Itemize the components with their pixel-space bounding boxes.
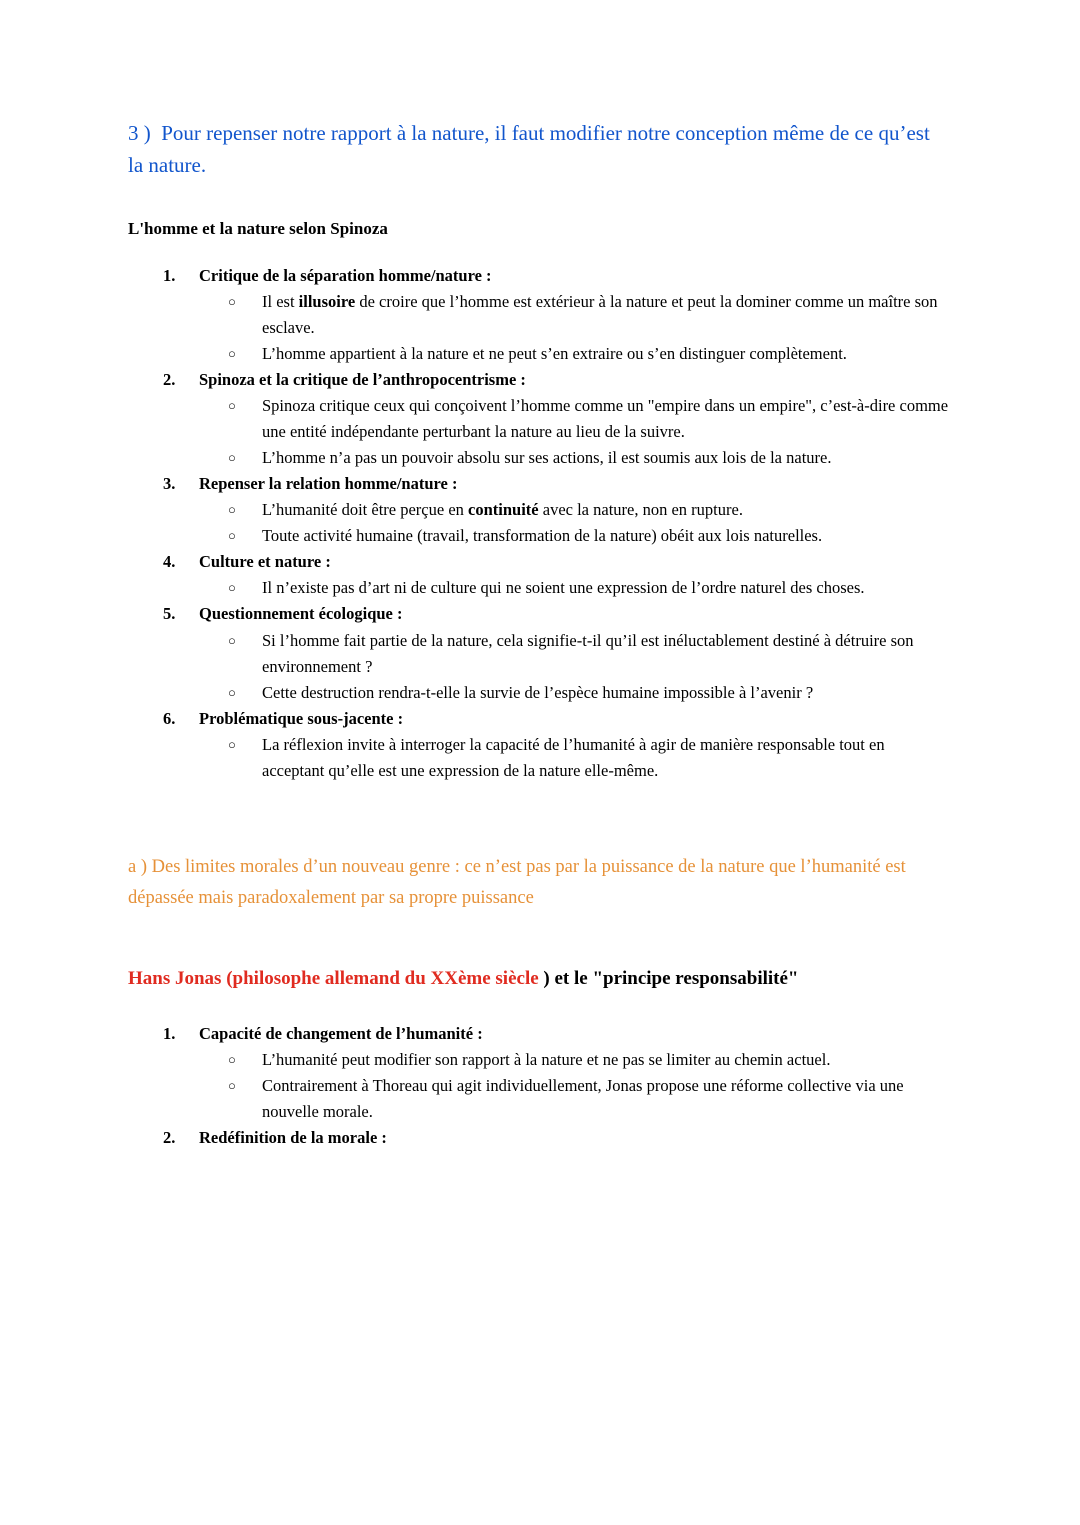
list-item-label: Redéfinition de la morale : xyxy=(199,1128,387,1148)
bullet-text: Toute activité humaine (travail, transformation de la nature) obéit aux lois naturelles. xyxy=(262,526,823,546)
bullet-circle-icon: ○ xyxy=(228,736,236,752)
list-item xyxy=(128,549,950,601)
bullet-text: La réflexion invite à interroger la capacité de l’humanité à agir de manière responsable tout en acceptant qu’elle est une expression de la nature elle-même. xyxy=(262,734,885,780)
bullet-item xyxy=(199,628,950,680)
list-item-label: Questionnement écologique : xyxy=(199,604,403,624)
list-item-label: Spinoza et la critique de l’anthropocentrisme : xyxy=(199,369,526,389)
list-item-label: Repenser la relation homme/nature : xyxy=(199,474,458,494)
bullet-text: L’humanité peut modifier son rapport à la nature et ne pas se limiter au chemin actuel. xyxy=(262,1050,831,1070)
bullet-item xyxy=(199,523,950,549)
page-title: 3 ) Pour repenser notre rapport à la nature, il faut modifier notre conception même de ce qu’est la nature. xyxy=(128,121,936,177)
bullet-circle-icon: ○ xyxy=(228,580,236,596)
list-item-number: 4. xyxy=(163,552,176,572)
subsection-heading-a: a ) Des limites morales d’un nouveau genre : ce n’est pas par la puissance de la nature que l’humanité est dépassée mais paradoxalement par sa propre puissance xyxy=(128,856,906,909)
list-item xyxy=(128,601,950,705)
bullet-text: Spinoza critique ceux qui conçoivent l’homme comme un "empire dans un empire", c’est-à-dire comme une entité indépendante perturbant la nature au lieu de la suivre. xyxy=(262,395,949,442)
list-item xyxy=(128,367,950,471)
bullet-text: L’homme n’a pas un pouvoir absolu sur ses actions, il est soumis aux lois de la nature. xyxy=(262,448,832,468)
list-item-number: 2. xyxy=(163,1128,176,1148)
bullet-item xyxy=(199,341,950,367)
bullet-circle-icon: ○ xyxy=(228,450,236,466)
bullet-circle-icon: ○ xyxy=(228,528,236,544)
bullet-text: Il est illusoire de croire que l’homme est extérieur à la nature et peut la dominer comme un maître son esclave. xyxy=(262,291,938,337)
bullet-circle-icon: ○ xyxy=(228,345,236,361)
list-item-number: 1. xyxy=(163,265,176,285)
numbered-list-spinoza xyxy=(128,263,950,784)
bullet-item xyxy=(199,732,950,784)
bullet-circle-icon: ○ xyxy=(228,293,236,309)
numbered-list-jonas xyxy=(128,1021,950,1151)
list-item xyxy=(128,1021,950,1125)
bullet-text: Contrairement à Thoreau qui agit individuellement, Jonas propose une réforme collective via une nouvelle morale. xyxy=(262,1076,904,1122)
list-item-label: Problématique sous-jacente : xyxy=(199,708,404,728)
list-item-number: 3. xyxy=(163,474,176,494)
list-item xyxy=(128,706,950,784)
list-item-label: Capacité de changement de l’humanité : xyxy=(199,1024,483,1044)
bullet-text: L’homme appartient à la nature et ne peut s’en extraire ou s’en distinguer complètement. xyxy=(262,343,847,363)
bullet-item xyxy=(199,575,950,601)
list-item-number: 5. xyxy=(163,604,176,624)
section-heading-spinoza: L'homme et la nature selon Spinoza xyxy=(128,218,388,238)
list-item-label: Critique de la séparation homme/nature : xyxy=(199,265,492,285)
bullet-item xyxy=(199,1073,950,1125)
list-item-label: Culture et nature : xyxy=(199,552,331,572)
bullet-circle-icon: ○ xyxy=(228,684,236,700)
section-heading-jonas: Hans Jonas (philosophe allemand du XXème siècle ) et le "principe responsabilité" xyxy=(128,967,799,989)
list-item xyxy=(128,1125,950,1151)
bullet-text: L’humanité doit être perçue en continuité avec la nature, non en rupture. xyxy=(262,500,743,520)
bullet-circle-icon: ○ xyxy=(228,1052,236,1068)
bullet-circle-icon: ○ xyxy=(228,397,236,413)
bullet-circle-icon: ○ xyxy=(228,502,236,518)
list-item xyxy=(128,263,950,367)
bullet-item xyxy=(199,497,950,523)
bullet-item xyxy=(199,393,950,445)
list-item-number: 1. xyxy=(163,1024,176,1044)
list-item xyxy=(128,471,950,549)
list-item-number: 2. xyxy=(163,369,176,389)
bullet-item xyxy=(199,1047,950,1073)
bullet-item xyxy=(199,289,950,341)
bullet-text: Il n’existe pas d’art ni de culture qui ne soient une expression de l’ordre naturel des choses. xyxy=(262,578,865,598)
bullet-item xyxy=(199,680,950,706)
bullet-circle-icon: ○ xyxy=(228,1078,236,1094)
bullet-circle-icon: ○ xyxy=(228,632,236,648)
bullet-text: Cette destruction rendra-t-elle la survie de l’espèce humaine impossible à l’avenir ? xyxy=(262,682,814,702)
list-item-number: 6. xyxy=(163,708,176,728)
bullet-item xyxy=(199,445,950,471)
bullet-text: Si l’homme fait partie de la nature, cela signifie-t-il qu’il est inéluctablement destiné à détruire son environnement ? xyxy=(262,630,914,676)
